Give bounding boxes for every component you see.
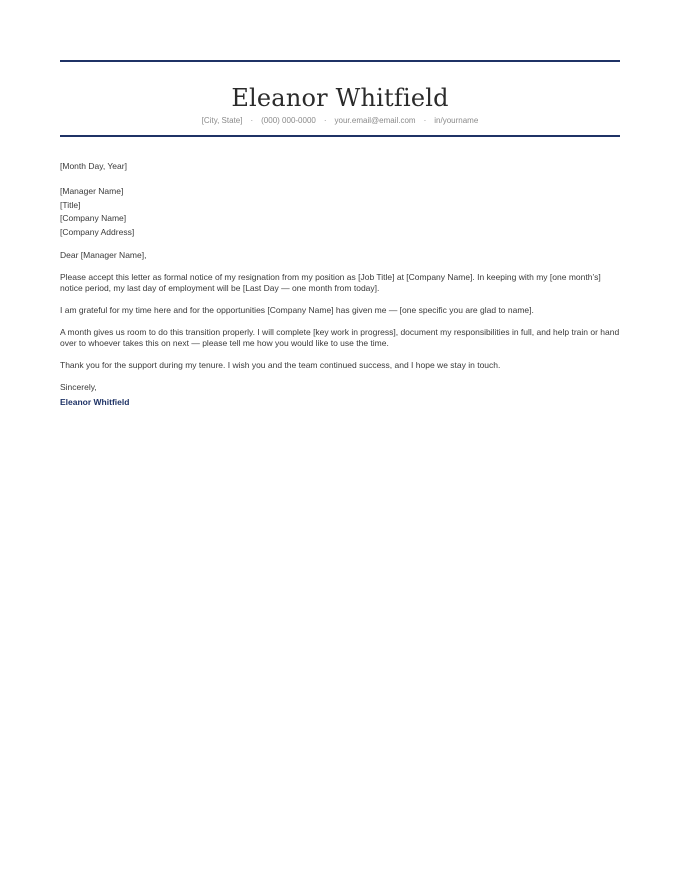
sender-name: Eleanor Whitfield [231,84,449,112]
contact-separator: · [423,116,427,125]
contact-separator: · [323,116,327,125]
header-top-rule [60,60,620,62]
body-paragraph: A month gives us room to do this transition properly. I will complete [key work in progress], document my responsibilities in full, and help train or hand over to whoever takes this on next — please tell me how you would like to use the time. [60,327,620,348]
contact-separator: · [250,116,254,125]
recipient-name: [Manager Name] [60,186,124,196]
signoff: Sincerely, [60,382,97,392]
contact-linkedin: in/yourname [434,116,479,125]
salutation: Dear [Manager Name], [60,250,147,260]
contact-phone: (000) 000-0000 [261,116,316,125]
contact-location: [City, State] [201,116,243,125]
body-paragraph: I am grateful for my time here and for the opportunities [Company Name] has given me — [one specific you are glad to name]. [60,305,534,315]
contact-email: your.email@email.com [334,116,416,125]
recipient-title: [Title] [60,199,81,210]
body-paragraph: Thank you for the support during my tenure. I wish you and the team continued success, and I hope we stay in touch. [60,360,501,370]
contact-line [60,115,620,126]
signature-name: Eleanor Whitfield [60,397,130,407]
header-bottom-rule [60,135,620,137]
recipient-block [60,185,620,239]
recipient-address: [Company Address] [60,226,135,237]
letter-date: [Month Day, Year] [60,161,127,171]
recipient-company: [Company Name] [60,213,127,223]
body-paragraph: Please accept this letter as formal notice of my resignation from my position as [Job Title] at [Company Name]. In keeping with my [one month’s] notice period, my last day of employment will be [Last Day — one month from today]. [60,272,601,293]
resignation-letter [60,0,620,407]
